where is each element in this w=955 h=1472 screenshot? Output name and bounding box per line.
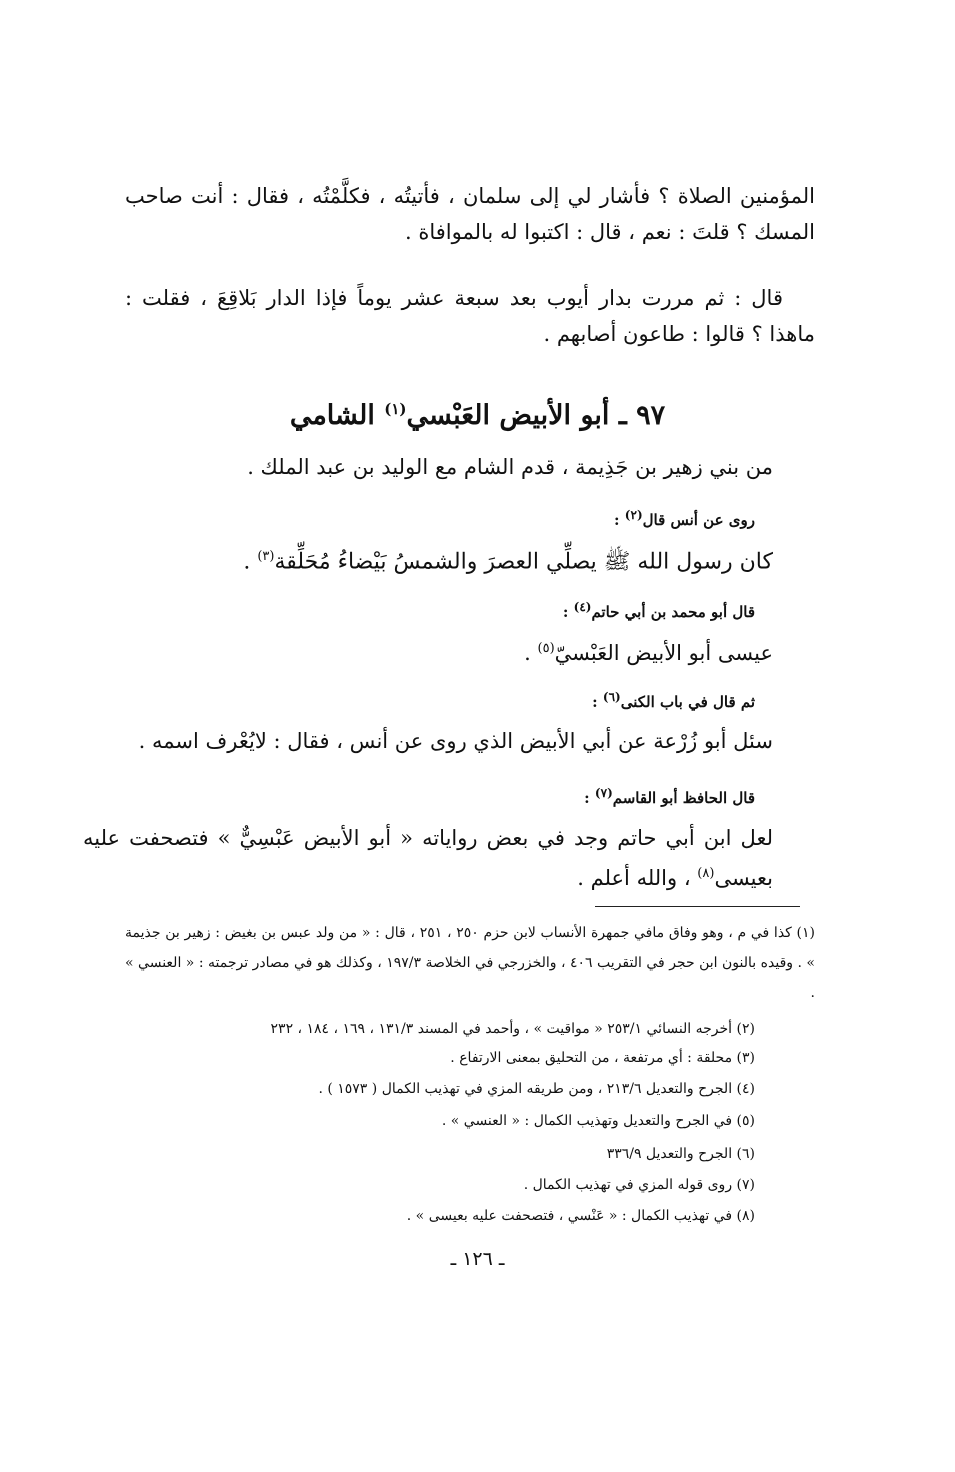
label-text: قال الحافظ أبو القاسم	[612, 789, 755, 807]
entry-line-question: سئل أبو زُرْعة عن أبي الأبيض الذي روى عن أنس ، فقال : لايُعْرف اسمه .	[138, 729, 773, 753]
label-text: ثم قال في باب الكنى	[620, 693, 755, 711]
page-number: ـ ١٢٦ ـ	[450, 1248, 505, 1270]
label-colon: :	[584, 789, 595, 807]
entry-heading	[0, 384, 955, 441]
footnote-ref: (٦)	[602, 690, 621, 704]
paragraph-text: لعل ابن أبي حاتم وجد في بعض رواياته « أبو الأبيض عَبْسِيٌّ » فتصحفت عليه بعيسى	[83, 826, 773, 890]
footnote-1: (١) كذا في م ، وهو وفاق مافي جمهرة الأنساب لابن حزم ٢٥٠ ، ٢٥١ ، قال : « من ولد عبس بن بغيض : زهير بن جذيمة » . وقيده بالنون ابن حجر في التقريب ٤٠٦ ، والخزرجي في الخلاصة ١٩٧/٣ ، وكذلك هو في مصادر ترجمته : « العنسي » .	[125, 925, 816, 1001]
footnote-4: (٤) الجرح والتعديل ٢١٣/٦ ، ومن طريقه المزي في تهذيب الكمال ( ١٥٧٣ ) .	[318, 1081, 755, 1097]
hadith-line	[133, 540, 773, 579]
heading-footnote-ref: (١)	[384, 400, 407, 418]
entry-paragraph-conclusion	[83, 820, 773, 896]
label-colon: :	[562, 603, 574, 621]
line-text: عيسى أبو الأبيض العَبْسيّ	[554, 641, 773, 665]
footnote-ref: (٣)	[257, 549, 275, 564]
label-text: روى عن أنس قال	[642, 511, 755, 529]
narration-label	[135, 594, 755, 625]
heading-text: ٩٧ ـ أبو الأبيض العَبْسي	[406, 400, 666, 431]
entry-line-name	[133, 632, 773, 670]
label-colon: :	[614, 511, 625, 529]
paragraph-tail: ، والله أعلم .	[577, 866, 698, 890]
hadith-tail: .	[243, 549, 258, 575]
footnote-ref: (٥)	[537, 641, 555, 656]
hadith-text: كان رسول الله ﷺ يصلِّي العصرَ والشمسُ بَيْضاءُ مُحَلِّقة	[274, 549, 773, 575]
footnote-ref: (٧)	[594, 786, 613, 800]
footnote-ref: (٢)	[624, 508, 643, 522]
footnote-6: (٦) الجرح والتعديل ٣٣٦/٩	[606, 1146, 755, 1162]
narration-label	[135, 684, 755, 715]
paragraph-plague: قال : ثم مررت بدار أيوب بعد سبعة عشر يوماً فإذا الدار بَلاقِعَ ، فقلت : ماهذا ؟ قالوا : طاعون أصابهم .	[125, 286, 815, 346]
entry-line-lineage: من بني زهير بن جَذِيمة ، قدم الشام مع الوليد بن عبد الملك .	[247, 455, 773, 479]
footnote-ref: (٨)	[697, 866, 715, 881]
footnote-2: (٢) أخرجه النسائي ٢٥٣/١ « مواقيت » ، وأحمد في المسند ١٣١/٣ ، ١٦٩ ، ١٨٤ ، ٢٣٢	[270, 1021, 755, 1037]
footnote-separator	[595, 906, 800, 907]
footnote-8: (٨) في تهذيب الكمال : « عَنْسي ، فتصحفت عليه بعيسى » .	[406, 1208, 755, 1224]
footnote-ref: (٤)	[573, 600, 592, 614]
footnote-5: (٥) في الجرح والتعديل وتهذيب الكمال : « العنسي » .	[441, 1113, 755, 1129]
label-colon: :	[592, 693, 603, 711]
narration-label	[135, 780, 755, 811]
heading-tail: الشامي	[289, 400, 385, 431]
paragraph-continuation: المؤمنين الصلاة ؟ فأشار لي إلى سلمان ، فأتيتُه ، فكلَّمْتُه ، فقال : أنت صاحب المسك ؟ قلتَ : نعم ، قال : اكتبوا له بالموافاة .	[125, 184, 815, 244]
footnote-7: (٧) روى قوله المزي في تهذيب الكمال .	[523, 1177, 755, 1193]
label-text: قال أبو محمد بن أبي حاتم	[591, 603, 755, 621]
footnote-3: (٣) محلقة : أي مرتفعة ، من التحليق بمعنى الارتفاع .	[450, 1050, 755, 1066]
narration-label	[135, 502, 755, 533]
line-tail: .	[524, 641, 538, 665]
